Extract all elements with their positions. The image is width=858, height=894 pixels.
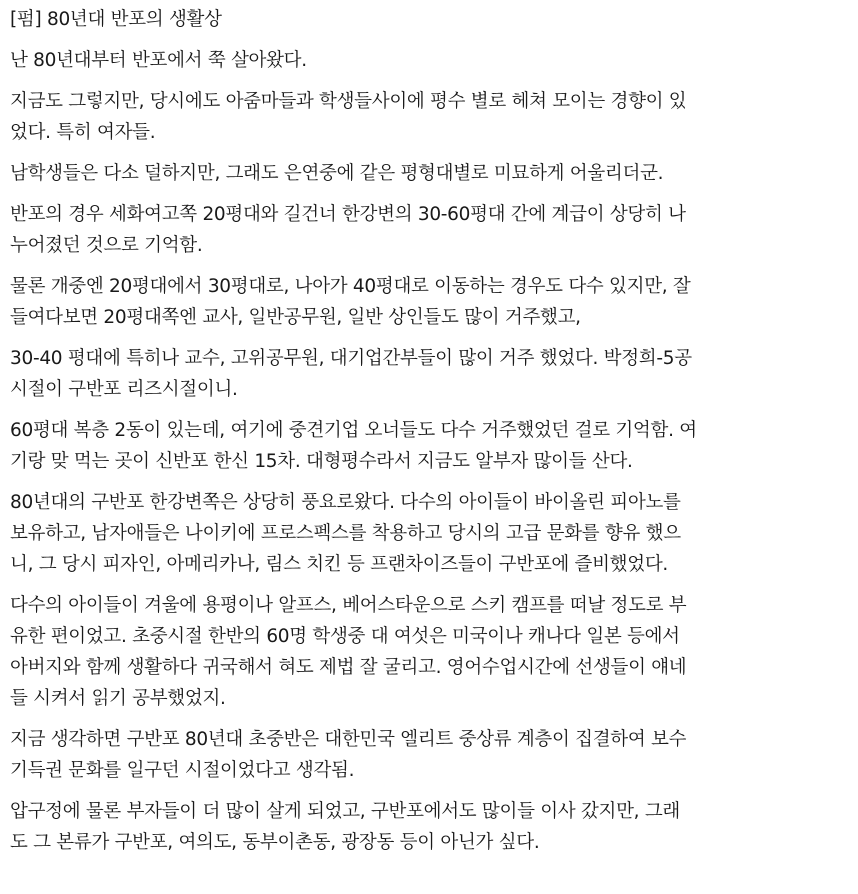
paragraph — [10, 343, 850, 405]
paragraph — [10, 487, 850, 580]
paragraph — [10, 199, 850, 261]
paragraph-line: 30-40 평대에 특히나 교수, 고위공무원, 대기업간부들이 많이 거주 했었다. 박정희-5공 — [10, 348, 692, 369]
paragraph-line: 지금 생각하면 구반포 80년대 초중반은 대한민국 엘리트 중상류 계층이 집결하여 보수 — [10, 729, 687, 750]
paragraph-line: 누어졌던 것으로 기억함. — [10, 235, 203, 256]
paragraph-line: 시절이 구반포 리즈시절이니. — [10, 379, 238, 400]
paragraph-line: 었다. 특히 여자들. — [10, 122, 156, 143]
post-title: [펌] 80년대 반포의 생활상 — [10, 9, 222, 30]
paragraph-line: 남학생들은 다소 덜하지만, 그래도 은연중에 같은 평형대별로 미묘하게 어울리더군. — [10, 163, 664, 184]
paragraph-line: 다수의 아이들이 겨울에 용평이나 알프스, 베어스타운으로 스키 캠프를 떠날 정도로 부 — [10, 595, 687, 616]
paragraph-line: 들여다보면 20평대쪽엔 교사, 일반공무원, 일반 상인들도 많이 거주했고, — [10, 307, 581, 328]
paragraph — [10, 796, 850, 858]
paragraph — [10, 45, 850, 76]
paragraph-line: 아버지와 함께 생활하다 귀국해서 혀도 제법 잘 굴리고. 영어수업시간에 선생들이 얘네 — [10, 657, 687, 678]
paragraph-line: 도 그 본류가 구반포, 여의도, 동부이촌동, 광장동 등이 아닌가 싶다. — [10, 832, 540, 853]
paragraph-line: 반포의 경우 세화여고쪽 20평대와 길건너 한강변의 30-60평대 간에 계급이 상당히 나 — [10, 204, 686, 225]
paragraph-line: 유한 편이었고. 초중시절 한반의 60명 학생중 대 여섯은 미국이나 캐나다 일본 등에서 — [10, 626, 680, 647]
paragraph — [10, 86, 850, 148]
paragraph-line: 60평대 복층 2동이 있는데, 여기에 중견기업 오너들도 다수 거주했었던 걸로 기억함. 여 — [10, 420, 697, 441]
paragraph — [10, 590, 850, 714]
paragraph-line: 지금도 그렇지만, 당시에도 아줌마들과 학생들사이에 평수 별로 헤쳐 모이는 경향이 있 — [10, 91, 687, 112]
paragraph-line: 물론 개중엔 20평대에서 30평대로, 나아가 40평대로 이동하는 경우도 다수 있지만, 잘 — [10, 276, 691, 297]
paragraph-line: 기랑 맞 먹는 곳이 신반포 한신 15차. 대형평수라서 지금도 알부자 많이들 산다. — [10, 451, 633, 472]
paragraph — [10, 271, 850, 333]
paragraph-line: 보유하고, 남자애들은 나이키에 프로스펙스를 착용하고 당시의 고급 문화를 향유 했으 — [10, 523, 681, 544]
paragraph — [10, 415, 850, 477]
paragraph-line: 기득권 문화를 일구던 시절이었다고 생각됨. — [10, 760, 355, 781]
paragraph-line: 난 80년대부터 반포에서 쭉 살아왔다. — [10, 50, 307, 71]
paragraph-list — [10, 45, 850, 858]
paragraph — [10, 158, 850, 189]
paragraph-line: 압구정에 물론 부자들이 더 많이 살게 되었고, 구반포에서도 많이들 이사 갔지만, 그래 — [10, 801, 680, 822]
paragraph-line: 80년대의 구반포 한강변쪽은 상당히 풍요로왔다. 다수의 아이들이 바이올린 피아노를 — [10, 492, 681, 513]
paragraph-line: 니, 그 당시 피자인, 아메리카나, 림스 치킨 등 프랜차이즈들이 구반포에 즐비했었다. — [10, 554, 668, 575]
paragraph-line: 들 시켜서 읽기 공부했었지. — [10, 688, 226, 709]
paragraph — [10, 724, 850, 786]
